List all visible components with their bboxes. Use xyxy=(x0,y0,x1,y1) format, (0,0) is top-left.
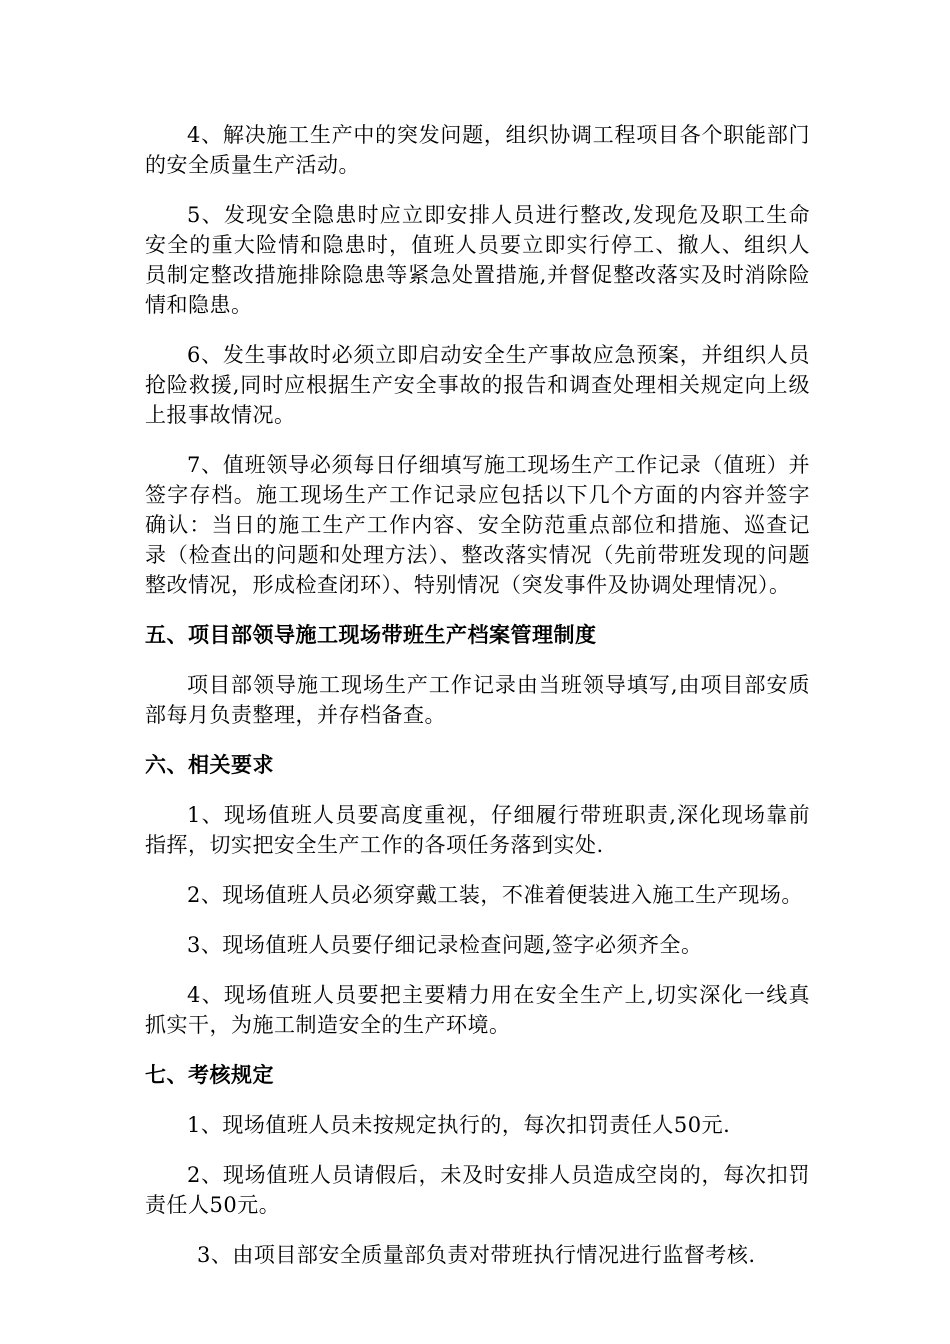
section-6-item-2: 2、现场值班人员必须穿戴工装，不准着便装进入施工生产现场。 xyxy=(187,883,803,907)
paragraph-item-7: 7、值班领导必须每日仔细填写施工现场生产工作记录（值班）并签字存档。施工现场生产工作记录应包括以下几个方面的内容并签字确认：当日的施工生产工作内容、安全防范重点部位和措施、巡查记录（检查出的问题和处理方法）、整改落实情况（先前带班发现的问题整改情况，形成检查闭环）、特别情况（突发事件及协调处理情况）。 xyxy=(145,453,810,597)
section-7-item-1: 1、现场值班人员未按规定执行的，每次扣罚责任人50元. xyxy=(187,1113,731,1137)
section-7-heading: 七、考核规定 xyxy=(145,1063,274,1087)
section-6-item-1: 1、现场值班人员要高度重视，仔细履行带班职责,深化现场靠前指挥，切实把安全生产工作的各项任务落到实处. xyxy=(145,803,810,857)
paragraph-item-4: 4、解决施工生产中的突发问题，组织协调工程项目各个职能部门的安全质量生产活动。 xyxy=(145,123,810,177)
section-6-item-4: 4、现场值班人员要把主要精力用在安全生产上,切实深化一线真抓实干，为施工制造安全的生产环境。 xyxy=(145,983,810,1037)
section-6-item-3: 3、现场值班人员要仔细记录检查问题,签字必须齐全。 xyxy=(187,933,703,957)
paragraph-item-6: 6、发生事故时必须立即启动安全生产事故应急预案，并组织人员抢险救援,同时应根据生产安全事故的报告和调查处理相关规定向上级上报事故情况。 xyxy=(145,343,810,427)
paragraph-item-5: 5、发现安全隐患时应立即安排人员进行整改,发现危及职工生命安全的重大险情和隐患时，值班人员要立即实行停工、撤人、组织人员制定整改措施排除隐患等紧急处置措施,并督促整改落实及时消除险情和隐患。 xyxy=(145,203,810,317)
document-body xyxy=(145,120,810,1290)
section-7-item-2: 2、现场值班人员请假后，未及时安排人员造成空岗的，每次扣罚责任人50元。 xyxy=(145,1163,810,1217)
section-5-heading: 五、项目部领导施工现场带班生产档案管理制度 xyxy=(145,623,597,647)
section-5-body: 项目部领导施工现场生产工作记录由当班领导填写,由项目部安质部每月负责整理，并存档备查。 xyxy=(145,673,810,727)
section-7-item-3: 3、由项目部安全质量部负责对带班执行情况进行监督考核. xyxy=(197,1243,756,1267)
section-6-heading: 六、相关要求 xyxy=(145,753,274,777)
